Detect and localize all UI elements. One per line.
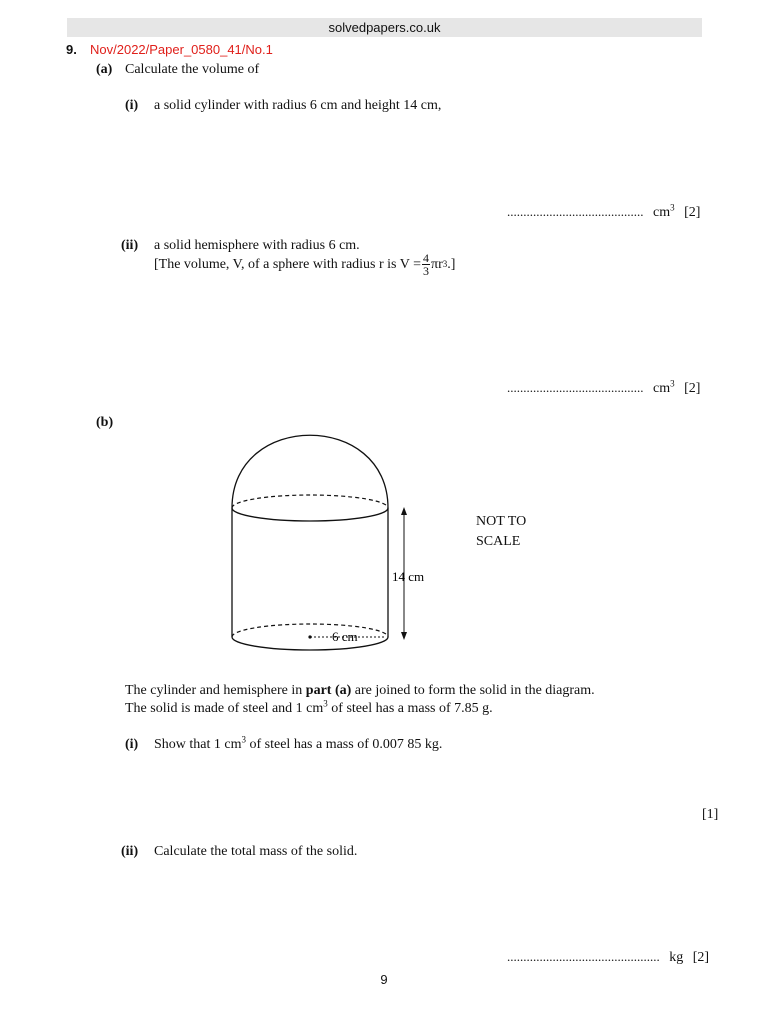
answer-dots: .......................................... (507, 204, 644, 219)
part-b-ii-text: Calculate the total mass of the solid. (154, 844, 358, 859)
formula-fraction (422, 252, 430, 277)
marks: [2] (684, 381, 701, 396)
marks: [2] (684, 205, 701, 220)
text-post: of steel has a mass of 0.007 85 kg. (246, 737, 443, 752)
answer-unit: cm (653, 381, 671, 396)
not-to-scale-note (476, 513, 526, 550)
marks: [2] (692, 950, 710, 965)
part-a-i-text: a solid cylinder with radius 6 cm and height 14 cm, (154, 98, 442, 113)
formula-end: .] (447, 256, 456, 272)
formula-numerator: 4 (423, 250, 429, 265)
page-number: 9 (380, 972, 388, 987)
part-a-ii-text: a solid hemisphere with radius 6 cm. (154, 238, 360, 253)
answer-unit: kg (669, 950, 684, 965)
height-label: 14 cm (392, 569, 425, 584)
formula-denominator: 3 (423, 263, 429, 278)
text-pre: Show that 1 cm (154, 737, 242, 752)
bottom-ellipse-back (232, 624, 388, 637)
text-post: of steel has a mass of 7.85 g. (327, 701, 493, 716)
part-b-text-line2 (125, 700, 493, 717)
note-line1: NOT TO (476, 514, 527, 529)
unit-power: 3 (670, 202, 675, 213)
text-power: 3 (241, 734, 246, 745)
note-line2: SCALE (476, 534, 521, 549)
part-b-ii-answer-line (507, 948, 709, 966)
formula-post: πr (431, 256, 443, 272)
text-pre: The cylinder and hemisphere in (125, 683, 306, 698)
text-post: are joined to form the solid in the diagram. (351, 683, 595, 698)
cylinder-hemisphere-diagram (220, 425, 450, 665)
height-arrow-top (401, 507, 407, 515)
part-b-ii-label: (ii) (121, 844, 139, 859)
text-power: 3 (323, 698, 328, 709)
site-header: solvedpapers.co.uk (67, 18, 702, 37)
answer-dots: ............................................... (507, 949, 660, 964)
unit-power: 3 (670, 378, 675, 389)
part-b-i-text (154, 736, 442, 753)
radius-label: 6 cm (332, 629, 358, 644)
part-a-ii-formula: [The volume, V, of a sphere with radius r is V = $\frac{4}{3}$ πr 3 .] (154, 250, 456, 278)
answer-dots: .......................................... (507, 380, 644, 395)
part-b-i-label: (i) (125, 737, 139, 752)
part-a-intro: Calculate the volume of (125, 62, 260, 77)
formula-pre: [The volume, V, of a sphere with radius r is V = (154, 256, 421, 272)
top-ellipse-front (232, 508, 388, 521)
part-b-i-marks: [1] (702, 807, 719, 822)
answer-unit: cm (653, 205, 671, 220)
part-a-i-answer-line (507, 203, 700, 221)
question-reference: Nov/2022/Paper_0580_41/No.1 (90, 42, 273, 57)
part-a-ii-answer-line (507, 379, 700, 397)
question-number: 9. (66, 42, 77, 57)
part-a-i-label: (i) (125, 98, 139, 113)
part-a-ii-label: (ii) (121, 238, 139, 253)
height-arrow-bottom (401, 632, 407, 640)
text-bold: part (a) (305, 683, 352, 698)
part-b-text-line1 (125, 682, 595, 699)
bottom-ellipse-front (232, 637, 388, 650)
hemisphere-outline (232, 435, 388, 508)
top-ellipse-back (232, 495, 388, 508)
text-pre: The solid is made of steel and 1 cm (125, 701, 324, 716)
part-a-label: (a) (96, 62, 113, 77)
part-b-label: (b) (96, 415, 114, 430)
